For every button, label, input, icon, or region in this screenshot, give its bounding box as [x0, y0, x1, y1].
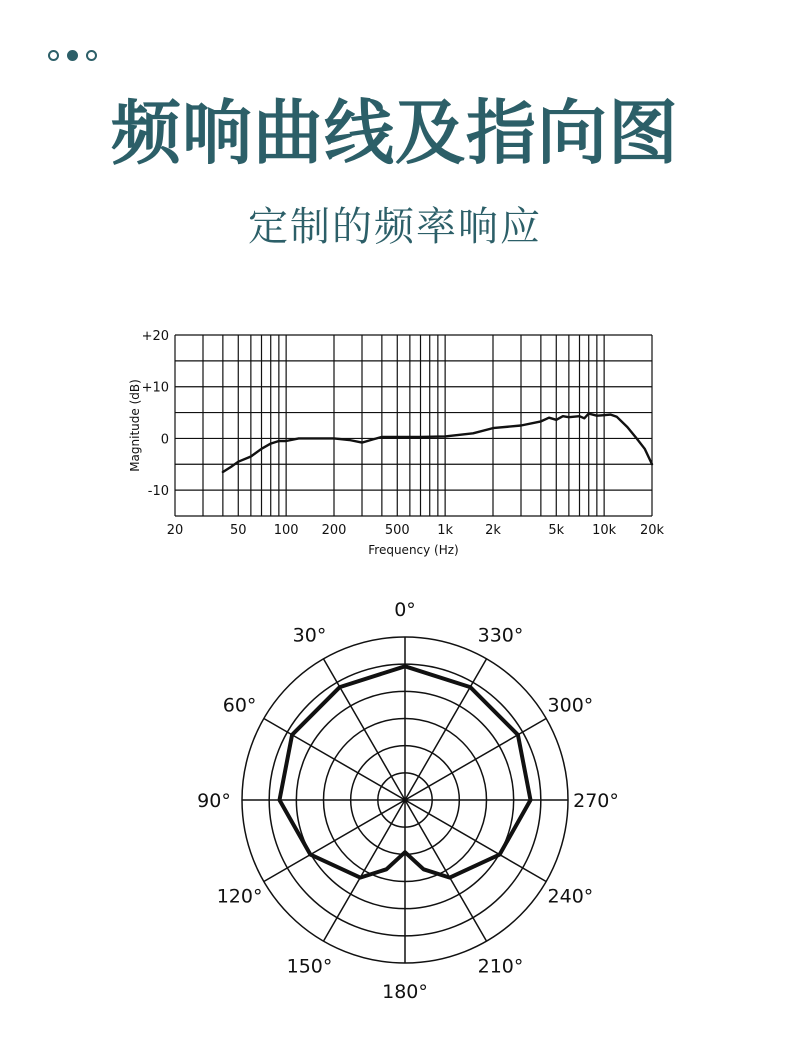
x-tick-label: 2k	[485, 523, 501, 538]
y-tick-label: 0	[160, 432, 169, 448]
x-tick-label: 20	[166, 523, 184, 538]
frequency-response-chart	[120, 322, 680, 562]
angle-label: 300°	[547, 694, 594, 717]
y-tick-label: +20	[141, 329, 169, 344]
x-tick-label: 20k	[639, 523, 665, 538]
angle-label: 60°	[222, 694, 257, 717]
page-dot	[86, 50, 97, 61]
x-tick-label: 1k	[437, 523, 454, 538]
angle-label: 330°	[477, 624, 524, 647]
angle-label: 30°	[292, 624, 327, 647]
angle-label: 270°	[573, 790, 619, 812]
x-axis-label: Frequency (Hz)	[368, 543, 459, 557]
polar-grid	[242, 637, 568, 963]
angle-label: 180°	[382, 981, 428, 1003]
angle-label: 120°	[216, 885, 263, 908]
y-tick-label: +10	[141, 380, 169, 396]
x-tick-label: 500	[384, 523, 410, 538]
polar-pattern-chart	[190, 595, 619, 1015]
page-dot-active	[67, 50, 78, 61]
grid-lines	[175, 335, 652, 516]
page-dot	[48, 50, 59, 61]
angle-label: 240°	[547, 885, 594, 908]
x-tick-label: 100	[273, 523, 299, 538]
y-axis-label: Magnitude (dB)	[128, 379, 142, 472]
angle-label: 90°	[197, 790, 231, 812]
angle-label: 0°	[394, 599, 416, 621]
page-title: 频响曲线及指向图	[111, 92, 679, 174]
x-tick-label: 200	[321, 523, 347, 538]
angle-label: 150°	[286, 955, 333, 978]
page-indicator	[48, 50, 97, 61]
page-subtitle: 定制的频率响应	[248, 204, 542, 250]
y-tick-label: -10	[147, 484, 169, 500]
angle-label: 210°	[477, 955, 524, 978]
x-tick-label: 50	[229, 523, 247, 538]
x-tick-label: 5k	[548, 523, 565, 538]
x-tick-label: 10k	[592, 523, 617, 538]
